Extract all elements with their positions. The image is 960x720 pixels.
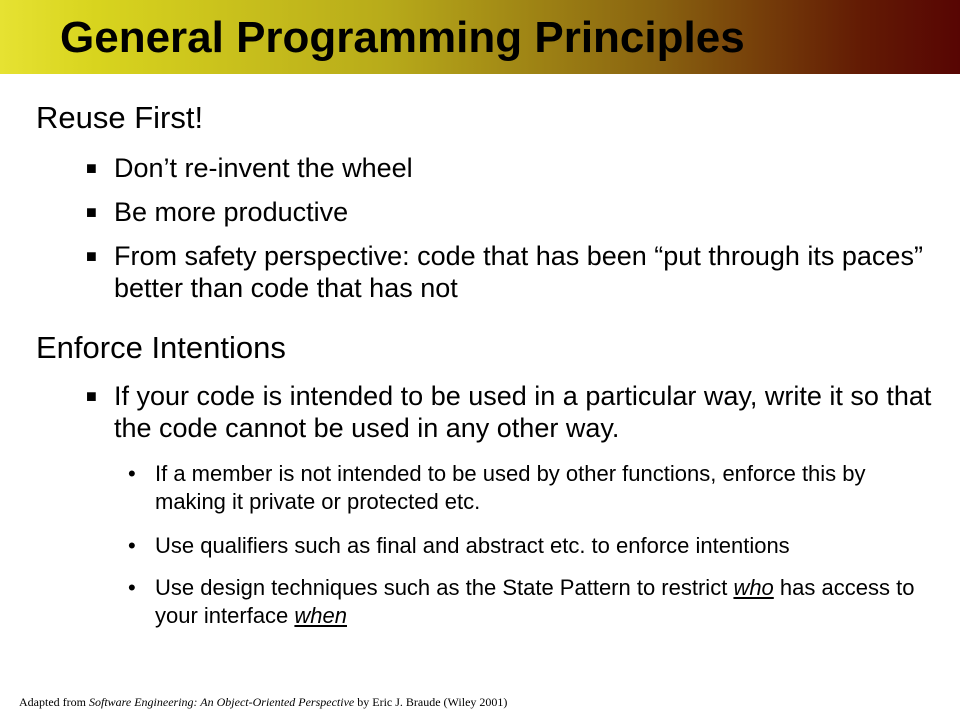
dot-bullet-icon: •: [128, 461, 136, 486]
footnote-book-title: Software Engineering: An Object-Oriented Perspective: [88, 695, 355, 709]
list-item: [86, 152, 936, 184]
sub-list-item-text-part: Use design techniques such as the State Pattern to restrict: [155, 575, 734, 600]
dot-bullet-icon: •: [128, 575, 136, 600]
sub-list-item-text-part: has access to your interface: [155, 575, 915, 628]
sub-list-item: [128, 532, 928, 560]
list-item: [86, 240, 936, 304]
sub-list-item-text: [128, 574, 928, 630]
footnote-suffix: by Eric J. Braude (Wiley 2001): [354, 695, 508, 709]
square-bullet-icon: ■: [86, 386, 97, 406]
square-bullet-icon: ■: [86, 158, 97, 178]
list-item-text: Be more productive: [114, 197, 349, 227]
section-heading: Enforce Intentions: [36, 330, 286, 365]
square-bullet-icon: ■: [86, 246, 97, 266]
list-item-text: From safety perspective: code that has been “put through its paces” better than code that has not: [114, 241, 923, 303]
emphasis-when: when: [294, 603, 347, 628]
emphasis-who: who: [733, 575, 774, 600]
sub-list-item: [128, 574, 928, 630]
source-footnote: [19, 695, 507, 709]
list-item-text: If your code is intended to be used in a particular way, write it so that the code cannot be used in any other way.: [114, 381, 932, 443]
sub-list-item-text: Use qualifiers such as final and abstract etc. to enforce intentions: [155, 533, 790, 558]
section-heading: Reuse First!: [36, 100, 204, 135]
sub-list-item: [128, 460, 928, 516]
dot-bullet-icon: •: [128, 533, 136, 558]
square-bullet-icon: ■: [86, 202, 97, 222]
slide-title: General Programming Principles: [60, 13, 745, 62]
sub-list-item-text: If a member is not intended to be used by other functions, enforce this by making it private or protected etc.: [155, 461, 866, 514]
list-item: [86, 196, 936, 228]
footnote-prefix: Adapted from: [19, 695, 89, 709]
list-item-text: Don’t re-invent the wheel: [114, 153, 413, 183]
list-item: [86, 380, 936, 444]
